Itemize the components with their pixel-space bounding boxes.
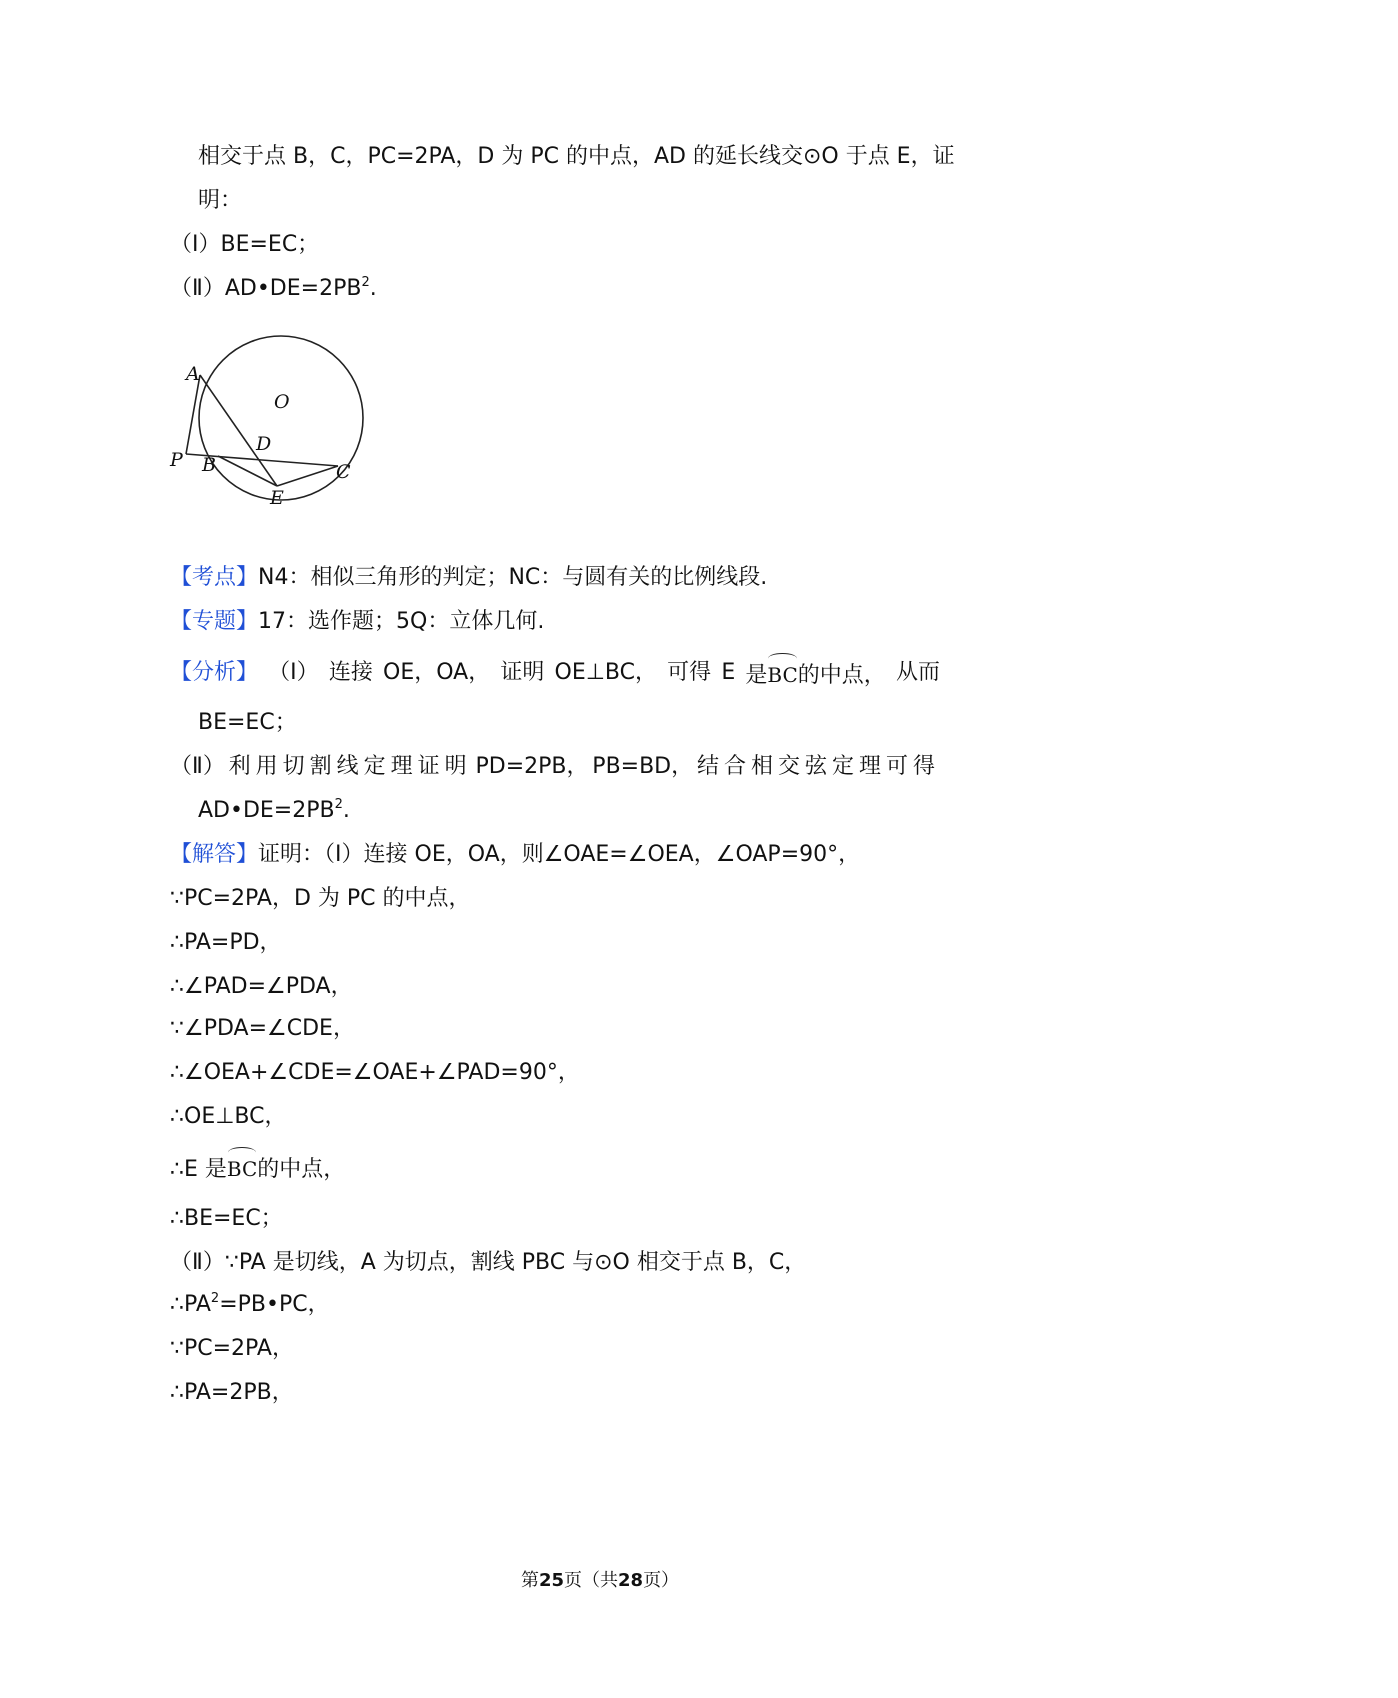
problem-line-1: 相交于点 B，C，PC=2PA，D 为 PC 的中点，AD 的延长线交⊙O 于点 E，证 — [198, 144, 955, 169]
solution-step: ∴PA=2PB， — [170, 1380, 294, 1405]
jieda-line-1: 【解答】证明：（Ⅰ）连接 OE，OA，则∠OAE=∠OEA，∠OAP=90°， — [170, 842, 861, 867]
label-b: B — [202, 454, 216, 476]
segment-ec — [277, 466, 338, 486]
solution-step: $\therefore PA^2=PB•PC$， — [170, 1291, 330, 1317]
page-footer: 第25页（共28页） — [520, 1570, 680, 1591]
label-c: C — [336, 461, 351, 483]
fenxi-line-1: 【分析】 （Ⅰ） 连接 OE，OA， 证明 OE⊥BC， 可得 E 是BC的中点， 从而 — [170, 660, 940, 688]
arc-bc: BC — [227, 1152, 257, 1184]
solution-step: ∵PC=2PA，D 为 PC 的中点， — [170, 886, 471, 911]
fenxi-line-4: $AD•DE=2PB^2$. — [198, 797, 350, 823]
solution-step: ∴∠PAD=∠PDA， — [170, 974, 353, 999]
solution-step: ∵PC=2PA， — [170, 1336, 294, 1361]
circle-diagram — [170, 338, 380, 509]
page-number: 25 — [538, 1570, 564, 1591]
label-p: P — [170, 449, 183, 471]
label-o: O — [274, 391, 290, 413]
fenxi-line-3: （Ⅱ） 利用切割线定理证明 PD=2PB， PB=BD， 结合相交弦定理可得 — [170, 754, 940, 779]
problem-line-2: 明： — [198, 188, 243, 213]
label-d: D — [256, 433, 272, 455]
total-pages: 28 — [618, 1570, 644, 1591]
solution-step: ∴E 是BC的中点， — [170, 1152, 1370, 1185]
fenxi-line-2: BE=EC； — [198, 710, 297, 735]
solution-step: ∴∠OEA+∠CDE=∠OAE+∠PAD=90°， — [170, 1060, 580, 1085]
problem-part-2: $(Ⅱ)AD•DE=2PB^2$. — [170, 275, 377, 301]
arc-bc: BC — [767, 658, 797, 690]
label-a: A — [186, 363, 200, 385]
label-e: E — [270, 487, 284, 509]
zhuanti-line: 【专题】17：选作题；5Q：立体几何. — [170, 609, 545, 634]
solution-step: ∴OE⊥BC， — [170, 1104, 287, 1129]
problem-part-1: （Ⅰ）BE=EC； — [170, 232, 320, 257]
solution-step: （Ⅱ）∵PA 是切线，A 为切点，割线 PBC 与⊙O 相交于点 B，C， — [170, 1250, 807, 1275]
solution-step: ∵∠PDA=∠CDE， — [170, 1016, 355, 1041]
solution-step: ∴BE=EC； — [170, 1206, 283, 1231]
segment-ap — [186, 375, 200, 454]
solution-step: ∴PA=PD， — [170, 930, 282, 955]
geometry-figure — [170, 338, 380, 512]
kaodian-line: 【考点】N4：相似三角形的判定；NC：与圆有关的比例线段. — [170, 565, 768, 590]
